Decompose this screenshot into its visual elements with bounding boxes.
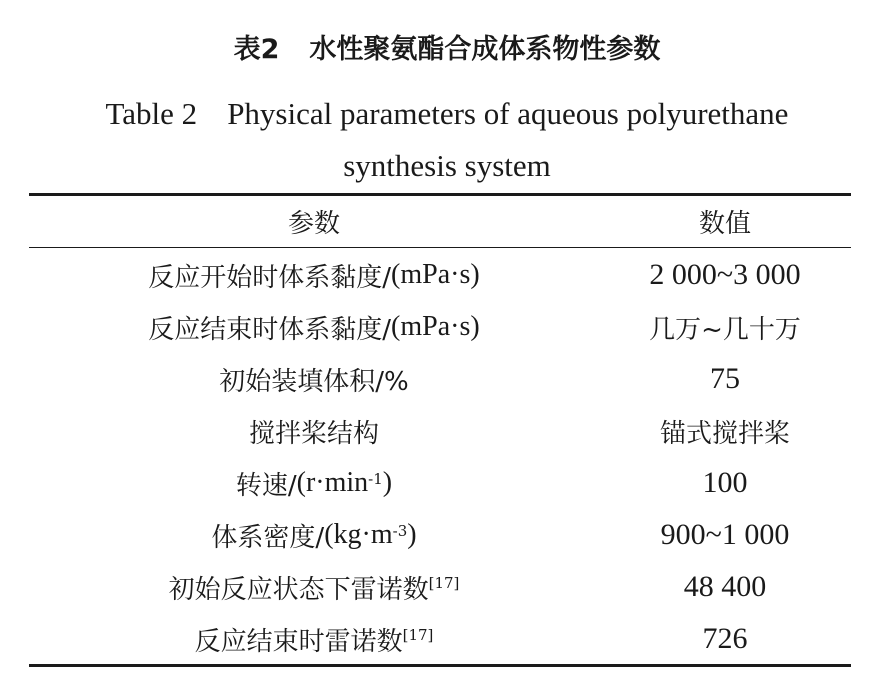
table-number-en: Table 2 bbox=[105, 96, 198, 131]
param-label: 反应结束时体系黏度/ bbox=[148, 314, 392, 345]
param-label: 搅拌桨结构 bbox=[248, 418, 379, 449]
param-cell bbox=[29, 249, 599, 301]
value-cell: 2 000~3 000 bbox=[649, 258, 801, 291]
param-label: 体系密度/ bbox=[211, 522, 325, 553]
table-row bbox=[29, 249, 851, 301]
param-unit-close: ) bbox=[407, 519, 417, 550]
param-cell: 体系密度/ (kg·m $^{-3}$ ) bbox=[29, 509, 599, 561]
table-row bbox=[29, 561, 851, 613]
table-row bbox=[29, 509, 851, 561]
value-cell: 726 bbox=[702, 622, 748, 655]
param-unit: (r·min bbox=[296, 467, 369, 498]
header-value: 数值 bbox=[698, 209, 751, 239]
table-row bbox=[29, 301, 851, 353]
table-title-cn: 水性聚氨酯合成体系物性参数 bbox=[309, 34, 661, 65]
param-unit-close: ) bbox=[382, 467, 393, 498]
param-cell bbox=[29, 405, 599, 457]
value-cell: 几万~几十万 bbox=[649, 314, 801, 345]
param-unit: (mPa·s) bbox=[391, 259, 480, 290]
table-title-en-line2: synthesis system bbox=[343, 148, 551, 183]
value-cell: 48 400 bbox=[683, 570, 767, 603]
table-row bbox=[29, 613, 851, 665]
param-unit: (mPa·s) bbox=[391, 311, 480, 342]
data-table bbox=[29, 0, 851, 694]
param-unit: (kg·m bbox=[324, 519, 393, 550]
param-label: 初始反应状态下雷诺数 bbox=[168, 574, 429, 605]
value-cell: 100 bbox=[702, 466, 748, 499]
param-label: 反应结束时雷诺数 bbox=[194, 626, 403, 657]
table-row bbox=[29, 457, 851, 509]
table-number-cn: 表2 bbox=[233, 34, 280, 65]
param-cell: 初始反应状态下雷诺数 [17] bbox=[29, 561, 599, 613]
table-header-row bbox=[29, 196, 851, 247]
param-cell bbox=[29, 301, 599, 353]
param-label: 初始装填体积/% bbox=[219, 366, 409, 397]
param-cell: 反应结束时雷诺数 [17] bbox=[29, 613, 599, 665]
param-cell bbox=[29, 353, 599, 405]
param-label: 反应开始时体系黏度/ bbox=[148, 262, 392, 293]
table-row bbox=[29, 353, 851, 405]
table-title-en-text1: Physical parameters of aqueous polyurethane bbox=[227, 96, 789, 131]
value-cell: 锚式搅拌桨 bbox=[659, 418, 790, 449]
param-label: 转速/ bbox=[235, 470, 297, 501]
value-cell: 900~1 000 bbox=[660, 518, 790, 551]
value-cell: 75 bbox=[710, 362, 740, 395]
param-cell: 转速/ (r·min $^{-1}$ ) bbox=[29, 457, 599, 509]
table-row bbox=[29, 405, 851, 457]
header-param: 参数 bbox=[287, 209, 340, 239]
